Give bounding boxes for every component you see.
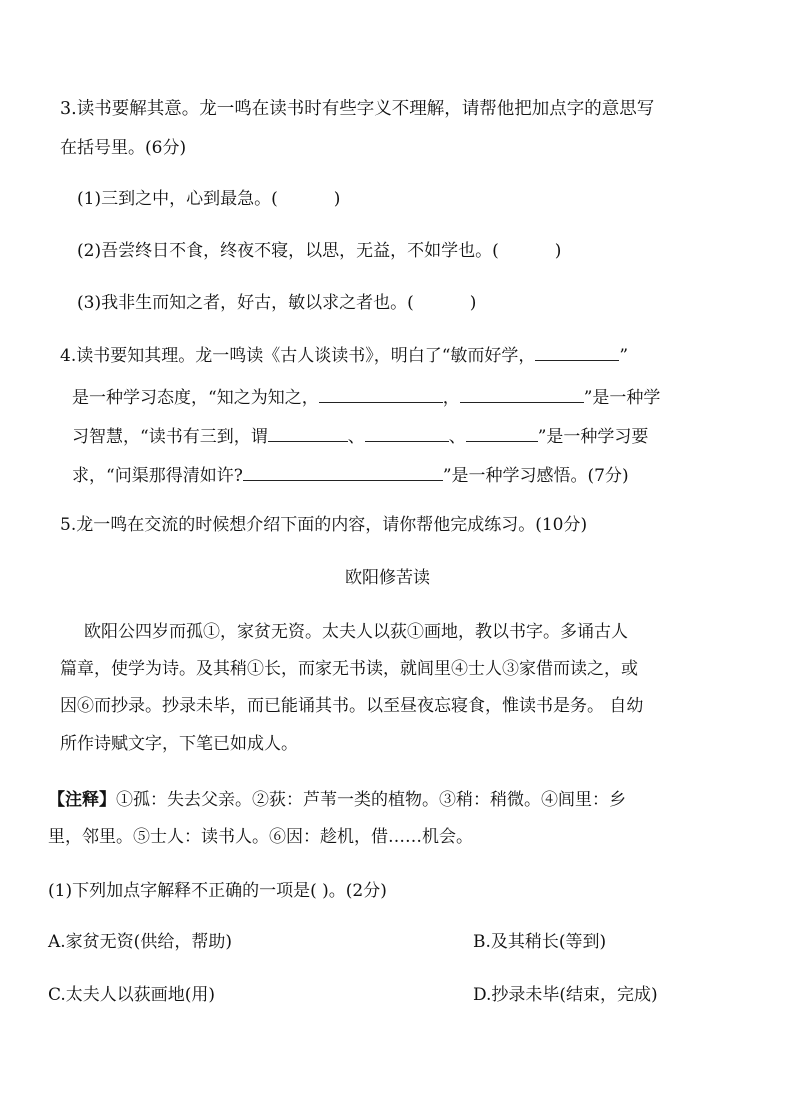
- option-b[interactable]: B.及其稍长(等到): [473, 932, 607, 952]
- q4-blank-4[interactable]: [268, 423, 348, 442]
- q3-item-1-text: (1)三到之中，心到最急。(: [77, 189, 278, 209]
- q3-item-1-close: ): [333, 189, 341, 209]
- q3-item-1: [77, 187, 340, 211]
- q4-line3: [72, 423, 648, 449]
- passage-title: 欧阳修苦读: [345, 568, 430, 588]
- q3-item-2-text: (2)吾尝终日不食，终夜不寝，以思，无益，不如学也。(: [77, 241, 499, 261]
- q4-line4: [72, 462, 629, 488]
- passage-line-2: 篇章，使学为诗。及其稍①长，而家无书读，就闾里④士人③家借而读之，或: [60, 659, 638, 679]
- note-text-1: ①孤：失去父亲。②荻：芦苇一类的植物。③稍：稍微。④闾里：乡: [116, 790, 626, 810]
- passage-line-3: 因⑥而抄录。抄录未毕，而已能诵其书。以至昼夜忘寝食，惟读书是务。 自幼: [60, 696, 644, 716]
- q3-item-2-close: ): [554, 241, 562, 261]
- q4-blank-7[interactable]: [243, 462, 443, 481]
- passage-line-1: 欧阳公四岁而孤①，家贫无资。太夫人以荻①画地，教以书字。多诵古人: [84, 622, 628, 642]
- q4-blank-2[interactable]: [319, 384, 443, 403]
- q3-item-3-text: (3)我非生而知之者，好古，敏以求之者也。(: [77, 293, 414, 313]
- q4-line3-end: ”是一种学习要: [537, 427, 649, 447]
- q3-line2: 在括号里。(6分): [60, 138, 187, 158]
- sub-question-1: (1)下列加点字解释不正确的一项是( )。(2分): [48, 881, 387, 901]
- q3-item-3: [77, 291, 476, 315]
- q4-line3-sep2: 、: [448, 427, 466, 447]
- q4-line4-end: ”是一种学习感悟。(7分): [442, 466, 629, 486]
- q4-blank-1[interactable]: [535, 342, 619, 361]
- q5-intro: 5.龙一鸣在交流的时候想介绍下面的内容，请你帮他完成练习。(10分): [60, 515, 588, 535]
- passage-line-4: 所作诗赋文字，下笔已如成人。: [60, 734, 298, 754]
- q4-line1-text: 4.读书要知其理。龙一鸣读《古人谈读书》，明白了“敏而好学，: [60, 346, 536, 366]
- note-label: 【注释】: [48, 790, 116, 810]
- q4-line2-end: ”是一种学: [583, 388, 661, 408]
- q4-line3-text: 习智慧，“读书有三到，谓: [72, 427, 268, 447]
- q3-line1: 3.读书要解其意。龙一鸣在读书时有些字义不理解，请帮他把加点字的意思写: [60, 99, 655, 119]
- q4-line2-text: 是一种学习态度，“知之为知之，: [72, 388, 319, 408]
- q4-blank-5[interactable]: [365, 423, 449, 442]
- option-a[interactable]: A.家贫无资(供给，帮助): [48, 932, 232, 952]
- q3-item-2: [77, 239, 561, 263]
- option-d[interactable]: D.抄录未毕(结束，完成): [473, 985, 658, 1005]
- q4-line4-text: 求，“问渠那得清如许?: [72, 466, 243, 486]
- q4-line1-quote: ”: [619, 346, 629, 366]
- note-line-2: 里，邻里。⑤士人：读书人。⑥因：趁机，借……机会。: [48, 827, 473, 847]
- option-c[interactable]: C.太夫人以荻画地(用): [48, 985, 216, 1005]
- q4-line1: [60, 342, 628, 368]
- q4-blank-6[interactable]: [466, 423, 538, 442]
- q4-line2: [72, 384, 660, 410]
- q4-line2-comma: ，: [442, 388, 460, 408]
- q4-line3-sep1: 、: [347, 427, 365, 447]
- q4-blank-3[interactable]: [460, 384, 584, 403]
- q3-item-3-close: ): [469, 293, 477, 313]
- note-line-1: [48, 788, 626, 812]
